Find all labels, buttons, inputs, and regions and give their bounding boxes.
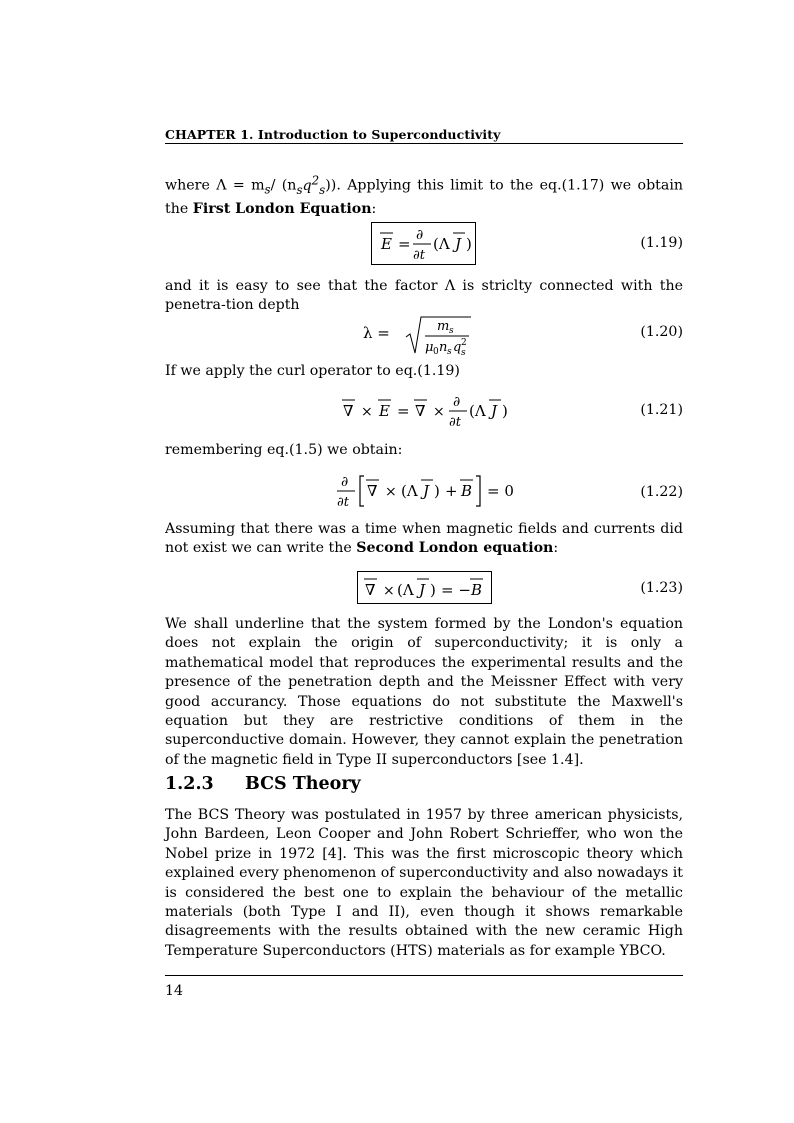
running-header: CHAPTER 1. Introduction to Superconductivity (165, 127, 501, 142)
math-q: q (302, 177, 312, 194)
cross-product: × (361, 404, 373, 420)
lambda-lhs: λ = (363, 324, 390, 342)
paragraph-intro-lambda (165, 171, 683, 219)
math-subscript: s (296, 182, 303, 197)
right-bracket (476, 476, 480, 506)
text-fragment: Assuming that there was a time when magnetic fields and currents did not exist we can write the (165, 521, 683, 557)
equation-number: (1.21) (640, 402, 683, 418)
nabla-symbol: ∇ (367, 482, 378, 500)
equation-number: (1.19) (640, 235, 683, 251)
text-fragment: ). Applying this limit to the eq.(1.17) we obtain the (165, 177, 684, 217)
close-paren: ) (502, 402, 508, 420)
vector-J: J (419, 581, 426, 599)
equation-1-21 (165, 392, 683, 436)
denominator-q: q (453, 340, 462, 355)
equation-1-21-formula (341, 392, 511, 436)
nabla-symbol: ∇ (343, 402, 354, 420)
math-n (296, 173, 326, 197)
cross-product: × (385, 484, 397, 500)
text-fragment: : (553, 540, 559, 557)
denominator-sub-0: 0 (433, 347, 439, 357)
close-paren: ) (430, 581, 436, 599)
vector-J: J (455, 235, 462, 253)
cross-product: × (383, 583, 395, 599)
paragraph-penetration-depth: and it is easy to see that the factor Λ is striclty connected with the penetra-tion depth (165, 278, 683, 314)
text-fragment: where Λ = m (165, 177, 265, 194)
math-paren: ) (325, 177, 331, 194)
vector-J: J (423, 482, 430, 500)
lambda-open: (Λ (397, 581, 414, 599)
footer-rule (165, 975, 683, 976)
equation-1-22 (165, 472, 683, 516)
cross-product: × (433, 404, 445, 420)
header-rule (165, 143, 683, 144)
vector-E: E (381, 235, 392, 253)
equation-1-19 (165, 222, 683, 266)
equation-1-19-formula (371, 222, 477, 266)
equation-1-23-formula (357, 571, 493, 605)
partial-numerator: ∂ (341, 474, 349, 490)
math-subscript: s (264, 182, 271, 197)
equals-sign: = (398, 235, 411, 253)
partial-denominator: ∂t (413, 248, 425, 263)
paragraph-remembering: remembering eq.(1.5) we obtain: (165, 442, 403, 458)
lambda-open: (Λ (401, 482, 418, 500)
section-heading (165, 774, 361, 794)
equation-1-20-formula (363, 311, 483, 357)
vector-J: J (491, 402, 498, 420)
vector-B: B (471, 581, 483, 599)
denominator-sub-s: s (461, 348, 466, 357)
partial-denominator: ∂t (449, 415, 461, 430)
equation-1-23 (165, 571, 683, 605)
equation-number: (1.23) (640, 580, 683, 596)
close-paren: ) (466, 235, 472, 253)
paragraph-bcs-theory: The BCS Theory was postulated in 1957 by three american physicists, John Bardeen, Leon Cooper and John Robert Schrieffer, who won the Nobel prize in 1972 [4]. This was the first microscopic theory which explained every phenomenon of superconductivity and also nowadays it is considered the best one to explain the behaviour of the metallic materials (both Type I and II), even though it shows remarkable disagreements with the results obtained with the new ceramic High Temperature Superconductors (HTS) materials as for example YBCO. (165, 807, 683, 959)
lambda-open: (Λ (469, 402, 486, 420)
equation-number: (1.20) (640, 324, 683, 340)
section-number: 1.2.3 (165, 774, 214, 794)
equation-1-22-formula (337, 472, 522, 516)
math-superscript: 2 (311, 173, 320, 187)
paragraph-london-discussion: We shall underline that the system formed by the London's equation does not explain the origin of superconductivity; it is only a mathematical model that reproduces the experimental results and the presence of the penetration depth and the Meissner Effect with very good accurancy. Those equations do not substitute the Maxwell's equation but they are restrictive conditions of them in the superconductive domain. However, they cannot explain the penetration of the magnetic field in Type II superconductors [see 1.4]. (165, 616, 683, 768)
equals-zero: = 0 (487, 482, 514, 500)
equals-sign: = (397, 402, 410, 420)
paragraph-second-london (165, 520, 683, 559)
math-subscript: s (319, 182, 326, 197)
numerator-sub: s (449, 326, 454, 336)
page-number: 14 (165, 983, 184, 999)
partial-numerator: ∂ (416, 227, 424, 243)
nabla-symbol: ∇ (415, 402, 426, 420)
equation-1-20 (165, 311, 683, 357)
section-title: BCS Theory (245, 774, 361, 794)
vector-B: B (461, 482, 473, 500)
first-london-equation-term: First London Equation (192, 200, 372, 217)
text-fragment: : (371, 200, 377, 217)
equation-number: (1.22) (640, 484, 683, 500)
equals-minus: = − (441, 581, 471, 599)
numerator-m: m (437, 319, 450, 334)
second-london-equation-term: Second London equation (356, 540, 554, 557)
vector-E: E (379, 402, 390, 420)
denominator-mu: μ (425, 340, 434, 355)
denominator-n: n (439, 340, 448, 355)
text-fragment: / (n (270, 177, 297, 194)
denominator-sub-s: s (447, 347, 452, 357)
denominator-sup-2: 2 (461, 338, 467, 348)
partial-numerator: ∂ (453, 394, 461, 410)
close-paren: ) (434, 482, 440, 500)
partial-denominator: ∂t (337, 495, 349, 510)
paragraph-curl-operator: If we apply the curl operator to eq.(1.19) (165, 363, 460, 379)
nabla-symbol: ∇ (365, 581, 376, 599)
left-bracket (360, 476, 364, 506)
lambda-open: (Λ (433, 235, 450, 253)
plus-sign: + (445, 482, 458, 500)
